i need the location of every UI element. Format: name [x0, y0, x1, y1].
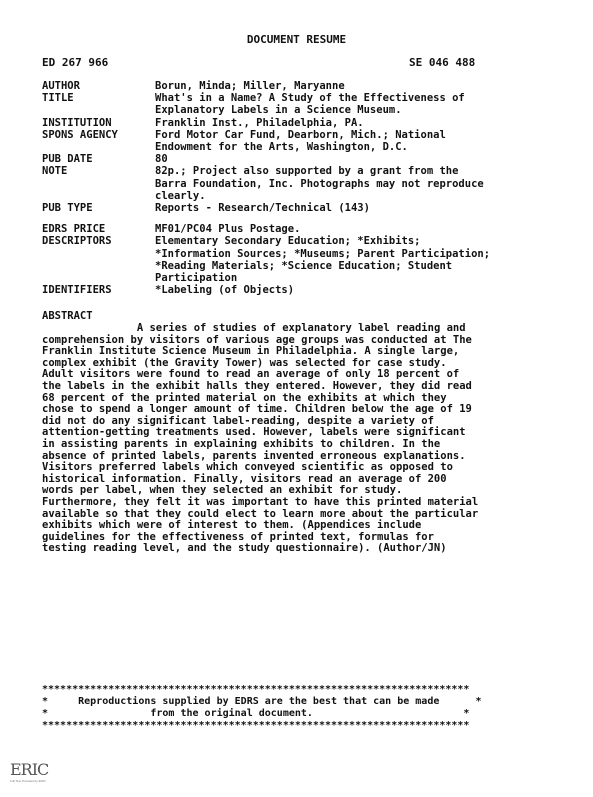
notice-line: * Reproductions supplied by EDRS are the best that can be made *	[42, 696, 482, 707]
se-number: SE 046 488	[409, 56, 476, 69]
field-label: AUTHOR	[42, 80, 80, 92]
field-value: What's in a Name? A Study of the Effectiveness of Explanatory Labels in a Science Museum.	[155, 92, 465, 117]
notice-border-bottom: ***********************************************************************	[42, 720, 470, 731]
field-value: Borun, Minda; Miller, Maryanne	[155, 80, 345, 92]
field-label: EDRS PRICE	[42, 223, 106, 236]
field-value: Ford Motor Car Fund, Dearborn, Mich.; National Endowment for the Arts, Washington, D.C.	[155, 128, 446, 154]
notice-line: * from the original document. *	[42, 708, 470, 719]
field-label: PUB TYPE	[42, 202, 93, 215]
field-pub-type	[42, 202, 562, 214]
field-value: Reports - Research/Technical (143)	[155, 202, 370, 215]
eric-logo	[10, 760, 49, 786]
field-descriptors	[42, 235, 562, 284]
abstract-heading: ABSTRACT	[42, 310, 93, 322]
field-author	[42, 80, 562, 92]
eric-logo-letters: ERIC	[10, 760, 49, 779]
metadata-fields	[42, 80, 562, 296]
field-label: IDENTIFIERS	[42, 284, 112, 297]
field-label: INSTITUTION	[42, 116, 112, 129]
field-identifiers	[42, 284, 562, 296]
field-spacer	[42, 214, 562, 223]
field-label: DESCRIPTORS	[42, 235, 112, 248]
notice-border-top: ***********************************************************************	[42, 684, 470, 695]
field-pub-date	[42, 153, 562, 165]
ed-number: ED 267 966	[42, 56, 109, 69]
field-label: PUB DATE	[42, 153, 93, 166]
field-title	[42, 92, 562, 116]
field-label: TITLE	[42, 92, 74, 105]
field-value: MF01/PC04 Plus Postage.	[155, 223, 301, 236]
field-value: 80	[155, 153, 168, 166]
abstract-text: A series of studies of explanatory label reading and comprehension by visitors of various age groups was conducted at The Franklin Institute Science Museum in Philadelphia. A single large, complex exhibit (the Gravity Tower) was selected for case study. Adult visitors were found to read an average of only 18 percent of the labels in the exhibit halls they entered. However, they did read 68 percent of the printed material on the exhibits at which they chose to spend a longer amount of time. Children below the age of 19 did not do any significant label-reading, despite a variety of attention-getting treatments used. However, labels were significant in assisting parents in explaining exhibits to children. In the absence of printed labels, parents invented erroneous explanations. Visitors preferred labels which conveyed scientific as opposed to historical information. Finally, visitors read an average of 200 words per label, when they selected an exhibit for study. Furthermore, they felt it was important to have this printed material available so that they could elect to learn more about the particular exhibits which were of interest to them. (Appendices include guidelines for the effectiveness of printed text, formulas for testing reading level, and the study questionnaire). (Author/JN)	[42, 322, 479, 555]
field-edrs-price	[42, 223, 562, 235]
document-title: DOCUMENT RESUME	[246, 33, 347, 46]
field-label: SPONS AGENCY	[42, 128, 118, 141]
field-institution	[42, 117, 562, 129]
field-value: 82p.; Project also supported by a grant from the Barra Foundation, Inc. Photographs may not reproduce clearly.	[155, 165, 484, 202]
field-value: Elementary Secondary Education; *Exhibits; *Information Sources; *Museums; Parent Participation; *Reading Materials; *Science Education; Student Participation	[155, 235, 491, 285]
field-spons-agency	[42, 129, 562, 153]
reproduction-notice	[42, 684, 542, 732]
field-note	[42, 165, 562, 202]
field-value: Franklin Inst., Philadelphia, PA.	[155, 116, 364, 129]
field-value: *Labeling (of Objects)	[155, 284, 295, 297]
field-label: NOTE	[42, 165, 68, 178]
eric-logo-tagline: Full Text Provided by ERIC	[10, 779, 46, 783]
